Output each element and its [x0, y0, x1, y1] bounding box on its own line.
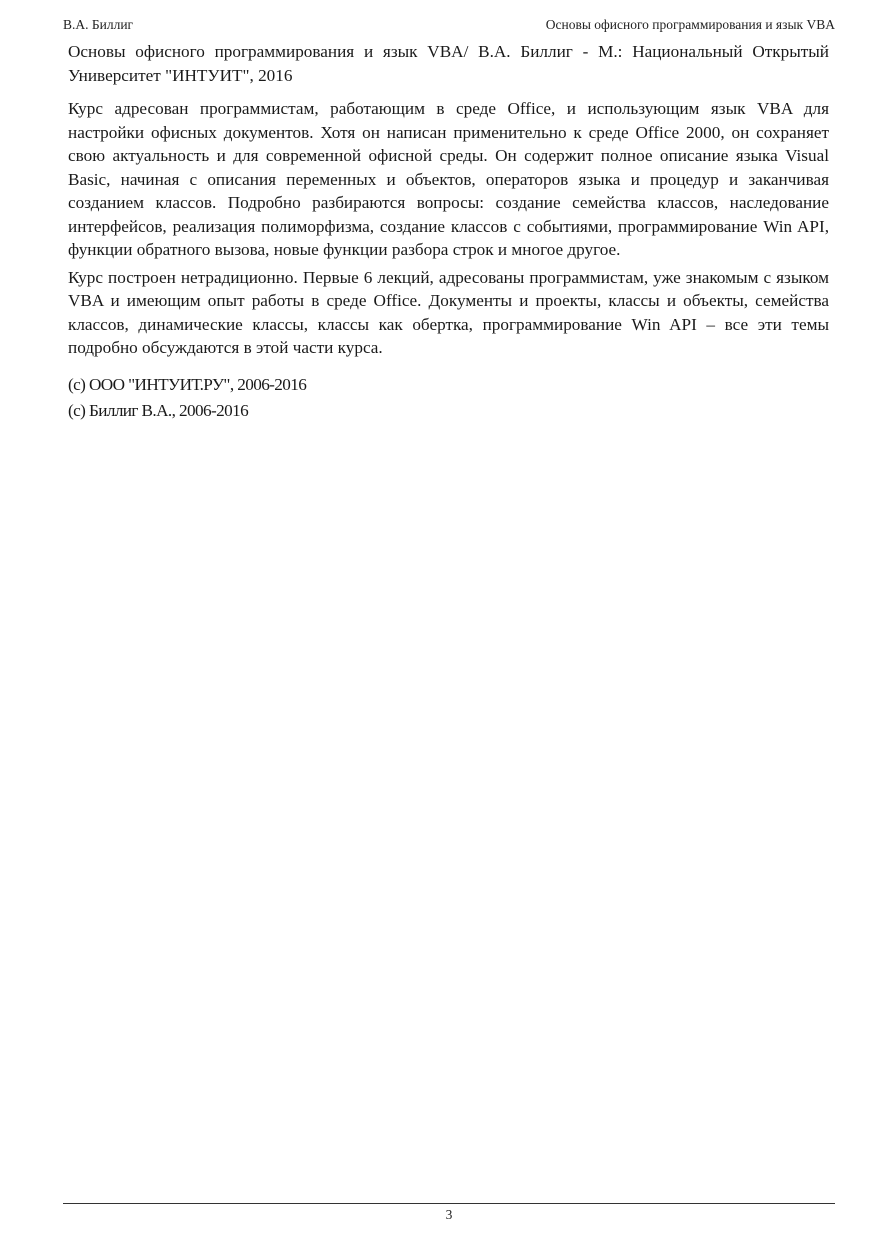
- copyright-line-1: (c) ООО "ИНТУИТ.РУ", 2006-2016: [68, 374, 307, 394]
- header-book-title: Основы офисного программирования и язык VBA: [545, 17, 835, 32]
- abstract-paragraph-2: Курс построен нетрадиционно. Первые 6 лекций, адресованы программистам, уже знакомым с языком VBA и имеющим опыт работы в среде Office. Документы и проекты, классы и объекты, семейства классов, динамические классы, классы как обертка, программирование Win API – все эти темы подробно обсуждаются в этой части курса.: [68, 267, 829, 357]
- bibliographic-citation: Основы офисного программирования и язык VBA/ В.А. Биллиг - М.: Национальный Открытый Университет "ИНТУИТ", 2016: [68, 42, 829, 85]
- page-content: [68, 40, 829, 424]
- abstract-paragraph-1: Курс адресован программистам, работающим в среде Office, и использующим язык VBA для настройки офисных документов. Хотя он написан применительно к среде Office 2000, он сохраняет свою актуальность и для современной офисной среды. Он содержит полное описание языка Visual Basic, начиная с описания переменных и объектов, операторов языка и процедур и заканчивая созданием классов. Подробно разбираются вопросы: создание семейства классов, наследование интерфейсов, реализация полиморфизма, создание классов с событиями, программирование Win API, функции обратного вызова, новые функции разбора строк и многое другое.: [68, 99, 829, 259]
- running-header: [63, 16, 835, 34]
- copyright-line-2: (c) Биллиг В.А., 2006-2016: [68, 400, 249, 420]
- copyright-block: [68, 372, 829, 424]
- header-author: В.А. Биллиг: [63, 17, 134, 32]
- page-number: 3: [445, 1207, 453, 1222]
- footer-divider: [63, 1203, 835, 1204]
